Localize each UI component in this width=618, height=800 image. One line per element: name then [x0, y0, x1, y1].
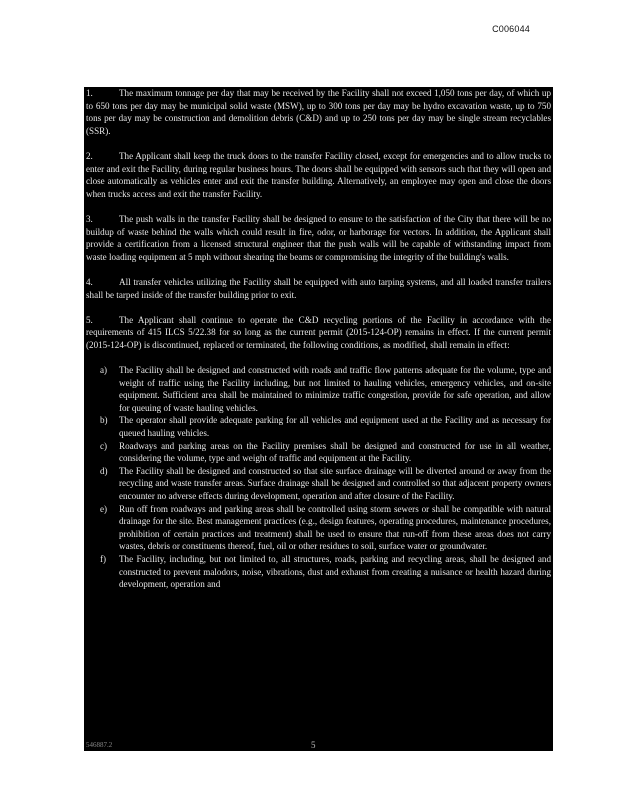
subcondition-text: Roadways and parking areas on the Facility premises shall be designed and constructed for use in all weather, considering the volume, type and weight of traffic and equipment at the Facility.: [119, 440, 551, 464]
condition-3: [86, 213, 551, 263]
subcondition-label: a): [100, 365, 108, 376]
subcondition-b: [86, 414, 551, 439]
condition-4: [86, 276, 551, 301]
subcondition-text: The Facility shall be designed and constructed with roads and traffic flow patterns adequate for the volume, type and weight of traffic using the Facility including, but not limited to hauling vehicles, emergency vehicles, and on-site equipment. Sufficient area shall be maintained to minimize traffic congestion, provide for safe operation, and allow for queuing of waste hauling vehicles.: [119, 365, 551, 413]
subcondition-text: Run off from roadways and parking areas shall be controlled using storm sewers or shall be compatible with natural drainage for the site. Best management practices (e.g., design features, operating procedures, maintenance procedures, prohibition of certain practices and treatment) shall be used to ensure that run-off from these areas does not carry wastes, debris or constituents thereof, fuel, oil or other residues to soil, surface water or groundwater.: [119, 503, 551, 552]
condition-text: All transfer vehicles utilizing the Facility shall be equipped with auto tarping systems, and all loaded transfer trailers shall be tarped inside of the transfer building prior to exit.: [86, 276, 551, 300]
subcondition-f: [86, 553, 551, 591]
subcondition-d: [86, 465, 551, 503]
document-id: C006044: [492, 24, 530, 34]
footer-document-code: 546887.2: [86, 741, 113, 749]
redaction-block: [84, 87, 553, 751]
subcondition-list: [86, 364, 551, 591]
subcondition-e: [86, 503, 551, 553]
condition-2: [86, 150, 551, 200]
subcondition-text: The Facility shall be designed and constructed so that site surface drainage will be diverted around or away from the recycling and waste transfer areas. Surface drainage shall be designed and controlled so that adjacent property owners encounter no adverse effects during development, operation and after closure of the Facility.: [119, 465, 551, 501]
condition-text: The Applicant shall keep the truck doors to the transfer Facility closed, except for emergencies and to allow trucks to enter and exit the Facility, during regular business hours. The doors shall be equipped with sensors such that they will open and close automatically as vehicles enter and exit the transfer building. Alternatively, an employee may open and close the doors when trucks access and exit the transfer Facility.: [86, 150, 551, 199]
condition-number: 3.: [86, 213, 93, 224]
condition-text: The push walls in the transfer Facility shall be designed to ensure to the satisfaction of the City that there will be no buildup of waste behind the walls which could result in fire, odor, or harborage for vectors. In addition, the Applicant shall provide a certification from a licensed structural engineer that the push walls will be capable of withstanding impact from waste loading equipment at 5 mph without shearing the beams or compromising the integrity of the building's walls.: [86, 213, 551, 262]
subcondition-a: [86, 364, 551, 414]
subcondition-text: The Facility, including, but not limited to, all structures, roads, parking and recycling areas, shall be designed and constructed to prevent malodors, noise, vibrations, dust and exhaust from creating a nuisance or health hazard during development, operation and: [119, 553, 551, 590]
condition-1: [86, 87, 551, 137]
subcondition-label: e): [100, 503, 108, 514]
condition-number: 2.: [86, 150, 93, 161]
condition-5: [86, 314, 551, 352]
subcondition-label: f): [100, 553, 107, 564]
condition-text: The Applicant shall continue to operate the C&D recycling portions of the Facility in accordance with the requirements of 415 ILCS 5/22.38 for so long as the current permit (2015-124-OP) remains in effect. If the current permit (2015-124-OP) is discontinued, replaced or terminated, the following conditions, as modified, shall remain in effect:: [86, 314, 551, 350]
subcondition-label: b): [100, 415, 108, 426]
condition-number: 4.: [86, 276, 93, 287]
condition-number: 1.: [86, 88, 93, 98]
page-number: 5: [311, 740, 316, 750]
condition-text: The maximum tonnage per day that may be received by the Facility shall not exceed 1,050 tons per day, of which up to 650 tons per day may be municipal solid waste (MSW), up to 300 tons per day may be hydro excavation waste, up to 750 tons per day may be construction and demolition debris (C&D) and up to 250 tons per day may be single stream recyclables (SSR).: [86, 88, 551, 136]
condition-number: 5.: [86, 314, 93, 325]
subcondition-c: [86, 440, 551, 465]
subcondition-text: The operator shall provide adequate parking for all vehicles and equipment used at the Facility and as necessary for queued hauling vehicles.: [119, 415, 551, 439]
subcondition-label: c): [100, 440, 108, 451]
subcondition-label: d): [100, 465, 108, 476]
